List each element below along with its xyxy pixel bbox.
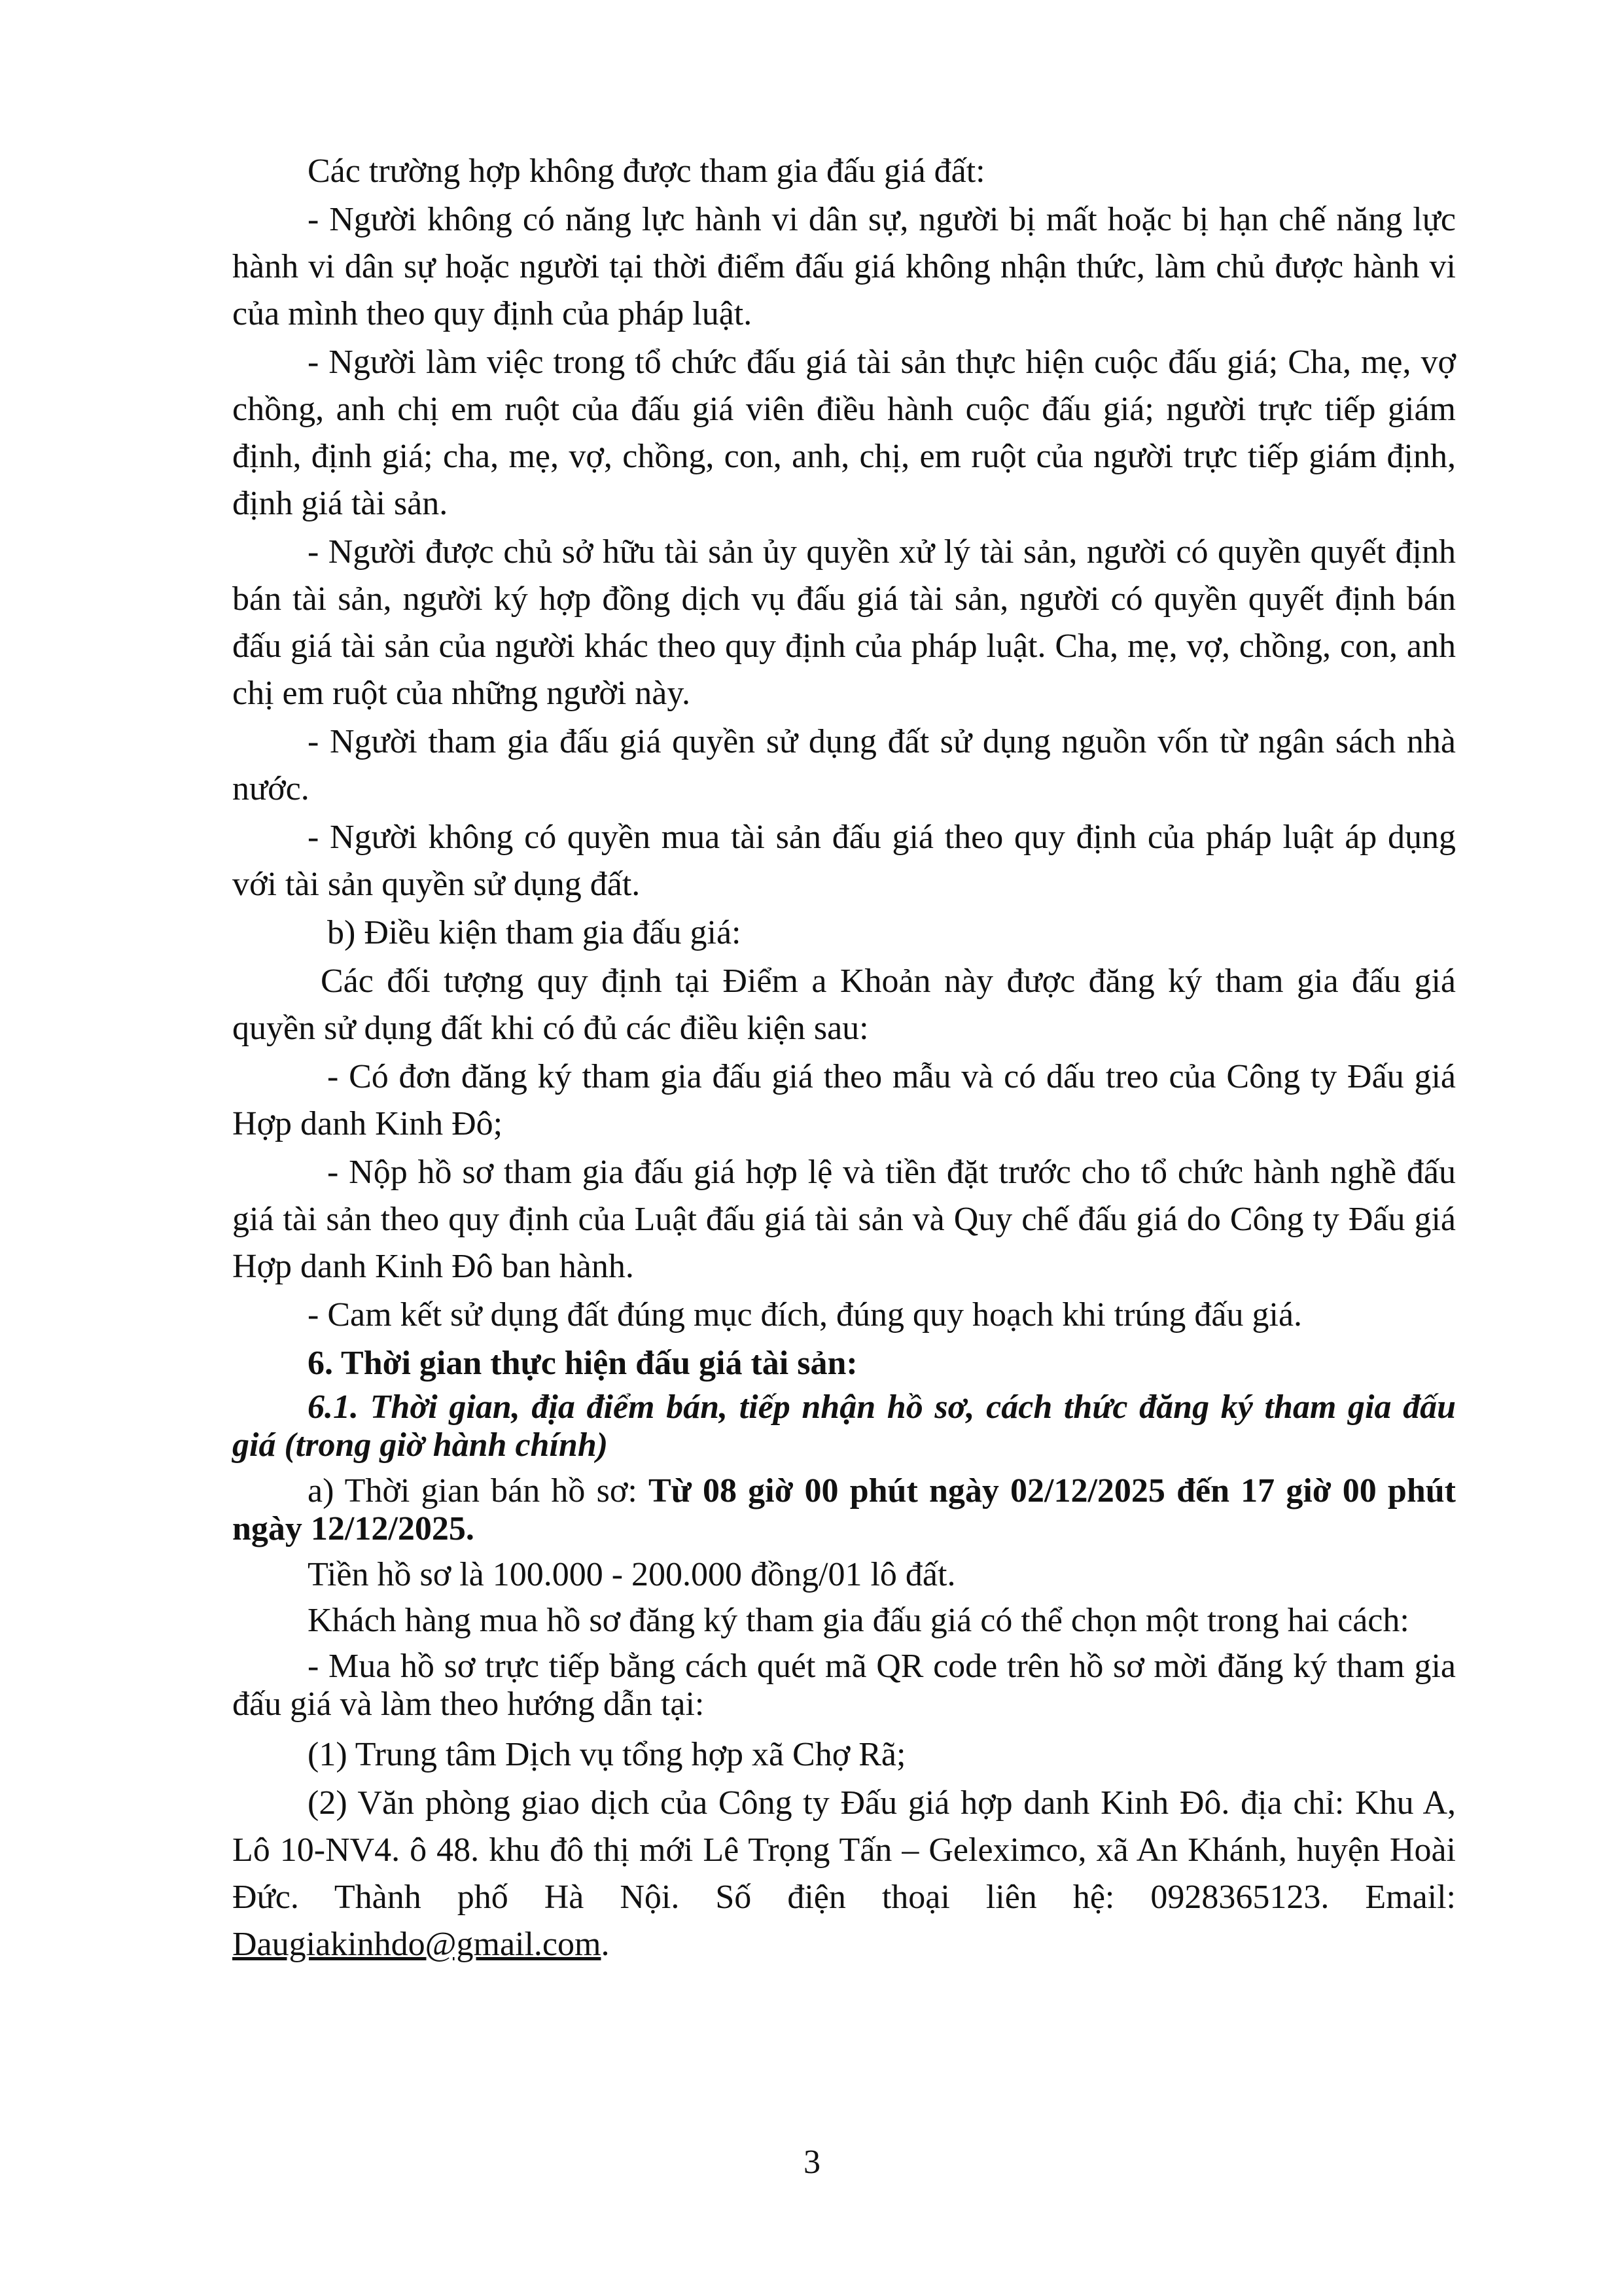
paragraph-condition-deposit: - Nộp hồ sơ tham gia đấu giá hợp lệ và tiền đặt trước cho tổ chức hành nghề đấu giá tài sản theo quy định của Luật đấu giá tài sản và Quy chế đấu giá do Công ty Đấu giá Hợp danh Kinh Đô ban hành. [232,1154,1456,1285]
paragraph-ineligible-staff: - Người làm việc trong tổ chức đấu giá tài sản thực hiện cuộc đấu giá; Cha, mẹ, vợ chồng, anh chị em ruột của đấu giá viên điều hành cuộc đấu giá; người trực tiếp giám định, định giá; cha, mẹ, vợ, chồng, con, anh, chị, em ruột của người trực tiếp giám định, định giá tài sản. [232,344,1456,522]
sale-time-label: a) Thời gian bán hồ sơ: [308,1472,648,1510]
paragraph-ineligible-capacity: - Người không có năng lực hành vi dân sự, người bị mất hoặc bị hạn chế năng lực hành vi dân sự hoặc người tại thời điểm đấu giá không nhận thức, làm chủ được hành vi của mình theo quy định của pháp luật. [232,201,1456,332]
section-heading: 6. Thời gian thực hiện đấu giá tài sản: [308,1345,858,1382]
paragraph-ineligible-intro: Các trường hợp không được tham gia đấu giá đất: [308,152,985,190]
document-body [232,148,1456,1969]
paragraph-location-1: (1) Trung tâm Dịch vụ tổng hợp xã Chợ Rã; [308,1736,906,1773]
paragraph-condition-commitment: - Cam kết sử dụng đất đúng mục đích, đúng quy hoạch khi trúng đấu giá. [308,1296,1303,1333]
paragraph-conditions-intro: Các đối tượng quy định tại Điểm a Khoản này được đăng ký tham gia đấu giá quyền sử dụng đất khi có đủ các điều kiện sau: [232,963,1456,1047]
location-2-text: (2) Văn phòng giao dịch của Công ty Đấu giá hợp danh Kinh Đô. địa chỉ: Khu A, Lô 10-NV4. ô 48. khu đô thị mới Lê Trọng Tấn – Geleximco, xã An Khánh, huyện Hoài Đức. Thành phố Hà Nội. Số điện thoại liên hệ: 0928365123. Email: [232,1784,1456,1916]
paragraph-fee: Tiền hồ sơ là 100.000 - 200.000 đồng/01 lô đất. [308,1556,956,1593]
email-end: . [601,1926,610,1963]
paragraph-options-intro: Khách hàng mua hồ sơ đăng ký tham gia đấu giá có thể chọn một trong hai cách: [308,1602,1409,1639]
paragraph-ineligible-state-budget: - Người tham gia đấu giá quyền sử dụng đất sử dụng nguồn vốn từ ngân sách nhà nước. [232,723,1456,807]
paragraph-location-2 [232,1780,1456,1968]
subsection-heading: 6.1. Thời gian, địa điểm bán, tiếp nhận hồ sơ, cách thức đăng ký tham gia đấu giá (trong giờ hành chính) [232,1388,1456,1464]
email-link[interactable]: Daugiakinhdo@gmail.com [232,1926,601,1963]
paragraph-option-direct: - Mua hồ sơ trực tiếp bằng cách quét mã QR code trên hồ sơ mời đăng ký tham gia đấu giá và làm theo hướng dẫn tại: [232,1648,1456,1723]
paragraph-ineligible-authorized: - Người được chủ sở hữu tài sản ủy quyền xử lý tài sản, người có quyền quyết định bán tài sản, người ký hợp đồng dịch vụ đấu giá tài sản, người có quyền quyết định bán đấu giá tài sản của người khác theo quy định của pháp luật. Cha, mẹ, vợ, chồng, con, anh chị em ruột của những người này. [232,533,1456,712]
page-number: 3 [803,2144,821,2181]
paragraph-sale-time [232,1472,1456,1548]
paragraph-condition-application: - Có đơn đăng ký tham gia đấu giá theo mẫu và có dấu treo của Công ty Đấu giá Hợp danh Kinh Đô; [232,1058,1456,1142]
sale-time-value: Từ 08 giờ 00 phút ngày 02/12/2025 đến 17 giờ 00 phút ngày 12/12/2025. [232,1472,1456,1547]
paragraph-conditions-heading: b) Điều kiện tham gia đấu giá: [327,914,741,951]
paragraph-ineligible-no-right: - Người không có quyền mua tài sản đấu giá theo quy định của pháp luật áp dụng với tài sản quyền sử dụng đất. [232,819,1456,903]
